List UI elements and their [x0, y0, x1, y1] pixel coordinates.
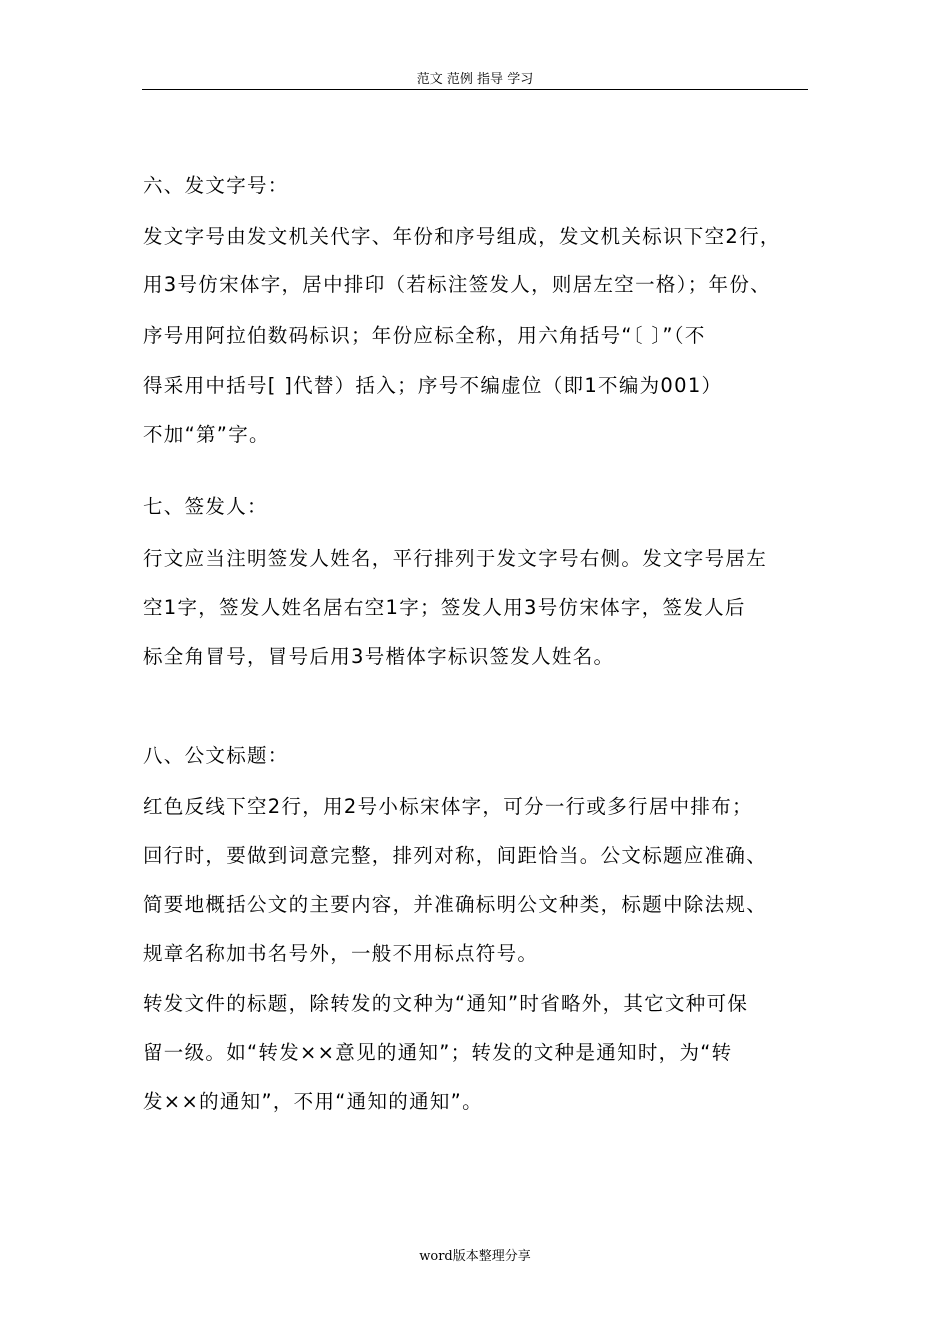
page-footer: word版本整理分享 [419, 1249, 531, 1264]
paragraph-line: 转发文件的标题，除转发的文种为“通知”时省略外，其它文种可保 [143, 992, 749, 1015]
paragraph-line: 行文应当注明签发人姓名，平行排列于发文字号右侧。发文字号居左 [143, 547, 768, 570]
section-heading: 六、发文字号： [143, 174, 289, 197]
paragraph-line: 红色反线下空2行，用2号小标宋体字，可分一行或多行居中排布； [143, 795, 753, 818]
paragraph-line: 发××的通知”，不用“通知的通知”。 [143, 1090, 483, 1113]
paragraph-line: 用3号仿宋体字，居中排印（若标注签发人，则居左空一格）；年份、 [143, 273, 771, 296]
paragraph-line: 简要地概括公文的主要内容，并准确标明公文种类，标题中除法规、 [143, 893, 768, 916]
section-heading: 七、签发人： [143, 495, 268, 518]
page-header: 范文 范例 指导 学习 [142, 70, 808, 90]
paragraph-line: 发文字号由发文机关代字、年份和序号组成，发文机关标识下空2行， [143, 225, 781, 248]
paragraph-line: 规章名称加书名号外，一般不用标点符号。 [143, 942, 539, 965]
paragraph-line: 回行时，要做到词意完整，排列对称，间距恰当。公文标题应准确、 [143, 844, 768, 867]
paragraph-line: 序号用阿拉伯数码标识；年份应标全称，用六角括号“〔 〕”（不 [143, 324, 706, 347]
paragraph-line: 留一级。如“转发××意见的通知”；转发的文种是通知时，为“转 [143, 1041, 733, 1064]
section-heading: 八、公文标题： [143, 744, 289, 767]
paragraph-line: 标全角冒号，冒号后用3号楷体字标识签发人姓名。 [143, 645, 615, 668]
paragraph-line: 空1字，签发人姓名居右空1字；签发人用3号仿宋体字，签发人后 [143, 596, 746, 619]
paragraph-line: 不加“第”字。 [143, 423, 270, 446]
paragraph-line: 得采用中括号[ ]代替）括入；序号不编虚位（即1不编为001） [143, 374, 723, 397]
